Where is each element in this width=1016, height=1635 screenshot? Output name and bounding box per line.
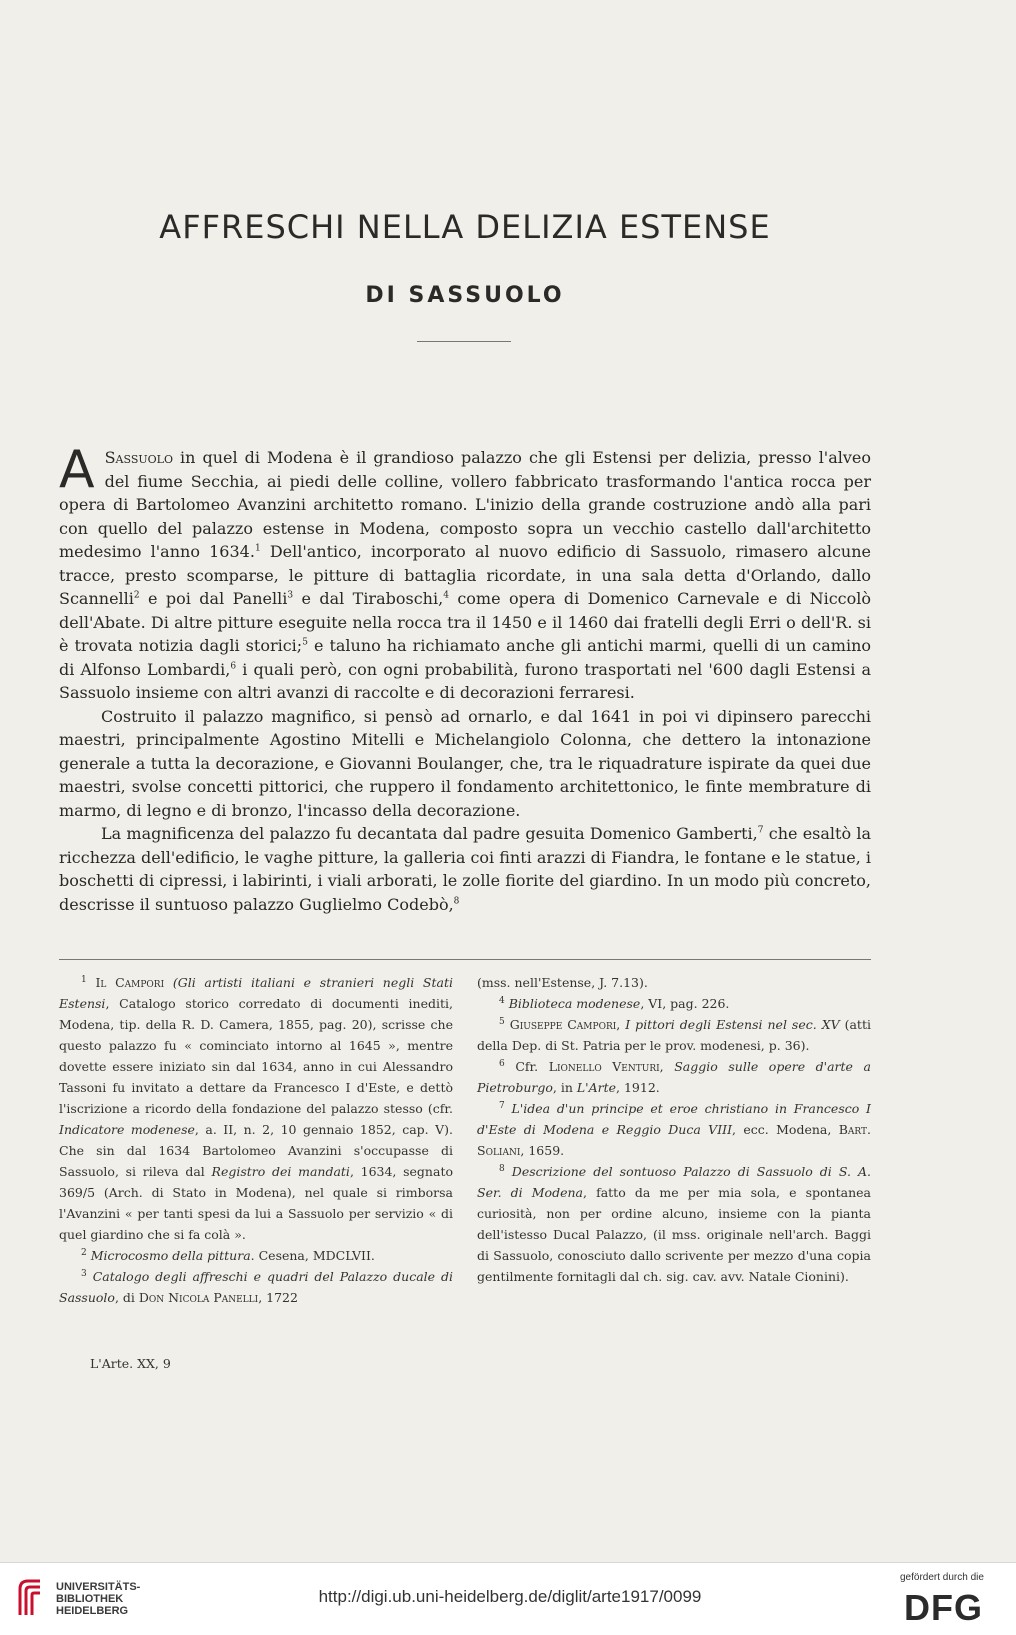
article-subtitle: DI SASSUOLO — [365, 283, 565, 308]
funded-by-label: gefördert durch die — [900, 1572, 984, 1583]
footnote-4 — [477, 993, 871, 1014]
text-run: La magnificenza del palazzo fu decantata dal padre gesuita Domenico Gamberti, — [101, 824, 758, 843]
note-text: , ecc. Modena, — [732, 1122, 839, 1137]
footnote-ref[interactable]: 7 — [757, 825, 764, 836]
article-title: AFFRESCHI NELLA DELIZIA ESTENSE — [159, 208, 771, 246]
note-text: , 1659. — [520, 1143, 565, 1158]
footnote-2 — [59, 1245, 453, 1266]
text-run: e dal Tiraboschi, — [293, 589, 444, 608]
footnote-ref[interactable]: 5 — [302, 637, 308, 648]
heidelberg-logo-icon[interactable] — [12, 1577, 48, 1619]
note-author: Don Nicola Panelli — [138, 1290, 259, 1305]
library-line: BIBLIOTHEK — [56, 1593, 124, 1605]
note-ref: Indicatore modenese — [59, 1122, 195, 1137]
note-title: Microcosmo della pittura — [90, 1248, 251, 1263]
footnote-number: 6 — [499, 1058, 505, 1069]
footnote-1-continued: (mss. nell'Estense, J. 7.13). — [477, 975, 648, 990]
main-text — [59, 440, 872, 916]
note-title: L'idea d'un principe et eroe christiano in Francesco I d'Este di Modena e Reggio Duca VIII — [477, 1101, 871, 1137]
footnote-6: $^6$ Cfr. Lionello Venturi, Saggio sulle opere d'arte a Pietroburgo, in L'Arte, 1912. — [477, 1058, 871, 1095]
note-text: , VI, pag. 226. — [640, 996, 730, 1011]
footnote-number: 1 — [81, 974, 87, 985]
paragraph-2: Costruito il palazzo magnifico, si pensò ad ornarlo, e dal 1641 in poi vi dipinsero parecchi maestri, principalmente Agostino Mitelli e Michelangiolo Colonna, che dettero la intonazione generale a tutta la decorazione, e Giovanni Boulanger, che, tra le riquadrature ispirate da quei due maestri, svolse concetti pittorici, che ruppero il fondamento architettonico, le finte membrature di marmo, di legno e di bronzo, l'incasso della decorazione. — [59, 706, 871, 820]
text-run: in quel di Modena è il grandioso palazzo che gli Estensi per delizia, presso l'alveo del fiume Secchia, ai piedi delle colline, vollero fabbricato trasformando l'antica rocca per opera di Bartolomeo Avanzini architetto romano. L'inizio della grande costruzione andò alla pari con quello del palazzo estense in Modena, composto sopra un vecchio castello dall'architetto medesimo l'anno 1634. — [59, 448, 871, 561]
digitization-footer — [0, 1562, 1016, 1635]
note-text: Cfr. — [515, 1059, 549, 1074]
footnote-number: 3 — [81, 1268, 87, 1279]
footnote-number: 5 — [499, 1016, 505, 1027]
title-divider — [417, 341, 511, 342]
note-text: (atti della Dep. di St. Patria per le prov. modenesi, p. 36). — [477, 1017, 871, 1053]
page-signature: L'Arte. XX, 9 — [90, 1356, 171, 1371]
note-title: Descrizione del sontuoso Palazzo di Sassuolo di S. A. Ser. di Modena — [477, 1164, 871, 1200]
note-title: Saggio sulle opere d'arte a Pietroburgo — [477, 1059, 871, 1095]
footnote-ref[interactable]: 2 — [133, 590, 140, 601]
text-run: Dell'antico, incorporato al nuovo edificio di Sassuolo, rimasero alcune tracce, presto scomparse, le pitture di battaglia ricordate, in una sala detta d'Orlando, dallo Scannelli — [59, 542, 871, 608]
footnote-ref[interactable]: 1 — [254, 543, 261, 554]
note-ref: Registro dei mandati — [211, 1164, 350, 1179]
paragraph-3 — [59, 822, 871, 916]
text-run: come opera di Domenico Carnevale e di Niccolò dell'Abate. Di altre pitture eseguite nella rocca tra il 1450 e il 1460 dai fratelli degli Erri o dell'R. si è trovata notizia dagli storici; — [59, 589, 872, 655]
footnote-number: 2 — [81, 1247, 87, 1258]
permalink-url[interactable]: http://digi.ub.uni-heidelberg.de/diglit/arte1917/0099 — [318, 1587, 702, 1606]
text-run: e poi dal Panelli — [139, 589, 288, 608]
footnote-number: 7 — [499, 1100, 505, 1111]
footnote-divider — [59, 959, 871, 960]
footnote-number: 4 — [499, 995, 505, 1006]
note-text: , fatto da me per mia sola, e spontanea curiosità, non per ordine alcuno, insieme con la pianta dell'istesso Ducal Palazzo, (il mss. originale nell'arch. Baggi di Sassuolo, conosciuto dallo scrivente per mezzo d'una copia gentilmente fornitagli dal ch. sig. cav. avv. Natale Cionini). — [477, 1185, 871, 1284]
note-text: , 1634, segnato 369/5 (Arch. di Stato in Modena), nel quale si rimborsa l'Avanzini « per tanti spesi da lui a Sassuolo per servizio « di quel giardino che si fa colà ». — [59, 1164, 453, 1242]
note-author: Il Campori — [95, 975, 165, 990]
footnotes-left-column — [59, 972, 453, 1308]
dfg-logo[interactable]: DFG — [904, 1587, 983, 1628]
footnote-ref[interactable]: 8 — [453, 896, 460, 907]
footnote-8 — [477, 1161, 871, 1287]
note-text: . Cesena, MDCLVII. — [250, 1248, 375, 1263]
footnote-number: 8 — [499, 1163, 505, 1174]
paragraph-1 — [59, 440, 872, 705]
note-author: Lionello Venturi — [548, 1059, 660, 1074]
note-text: , di — [114, 1290, 139, 1305]
note-text: , 1722 — [258, 1290, 298, 1305]
note-title: (Gli artisti italiani e stranieri negli Stati Estensi — [59, 975, 453, 1011]
footnote-5: $^5$ Giuseppe Campori, I pittori degli Estensi nel sec. XV (atti della Dep. di St. Patria per le prov. modenesi, p. 36). — [477, 1016, 871, 1053]
drop-cap: A — [59, 440, 95, 500]
note-text: , a. II, n. 2, 10 gennaio 1852, cap. V). Che sin dal 1634 Bartolomeo Avanzini s'occupasse di Sassuolo, si rileva dal — [59, 1122, 454, 1179]
library-line: UNIVERSITÄTS- — [56, 1581, 141, 1593]
lead-word: Sassuolo — [104, 448, 173, 467]
text-run: i quali però, con ogni probabilità, furono trasportati nel '600 dagli Estensi a Sassuolo insieme con altri avanzi di raccolte e di decorazioni ferraresi. — [59, 659, 872, 702]
text-run: e taluno ha richiamato anche gli antichi marmi, quelli di un camino di Alfonso Lombardi, — [59, 636, 871, 679]
library-name[interactable] — [56, 1581, 140, 1617]
note-author: Giuseppe Campori — [509, 1017, 617, 1032]
footnote-7 — [477, 1098, 871, 1161]
note-ref: L'Arte — [576, 1080, 617, 1095]
footnotes-right-column — [477, 972, 871, 1287]
footnote-ref[interactable]: 4 — [443, 590, 449, 601]
footnote-3 — [59, 1266, 453, 1308]
footnote-ref[interactable]: 3 — [287, 590, 294, 601]
note-title: Biblioteca modenese — [508, 996, 641, 1011]
footnote-1 — [59, 972, 453, 1245]
note-title: I pittori degli Estensi nel sec. XV — [625, 1017, 840, 1032]
note-text: , Catalogo storico corredato di documenti inediti, Modena, tip. della R. D. Camera, 1855, pag. 20), scrisse che questo palazzo fu « cominciato intorno al 1645 », mentre dovette essere iniziato sin dal 1634, anno in cui Alessandro Tassoni fu invitato a dettare da Francesco I d'Este, e dettò l'iscrizione a ricordo della fondazione del palazzo stesso (cfr. — [59, 996, 453, 1116]
library-line: HEIDELBERG — [56, 1605, 129, 1617]
note-text: , in — [552, 1080, 577, 1095]
note-text: , 1912. — [616, 1080, 660, 1095]
text-run: che esaltò la ricchezza dell'edificio, le vaghe pitture, la galleria coi finti arazzi di Fiandra, le fontane e le statue, i boschetti di cipressi, i labirinti, i viali arborati, le zolle fiorite del giardino. In un modo più concreto, descrisse il suntuoso palazzo Guglielmo Codebò, — [59, 824, 872, 914]
note-author: Bart. Soliani — [477, 1122, 871, 1158]
note-title: Catalogo degli affreschi e quadri del Palazzo ducale di Sassuolo — [59, 1269, 453, 1305]
footnote-ref[interactable]: 6 — [230, 661, 237, 672]
